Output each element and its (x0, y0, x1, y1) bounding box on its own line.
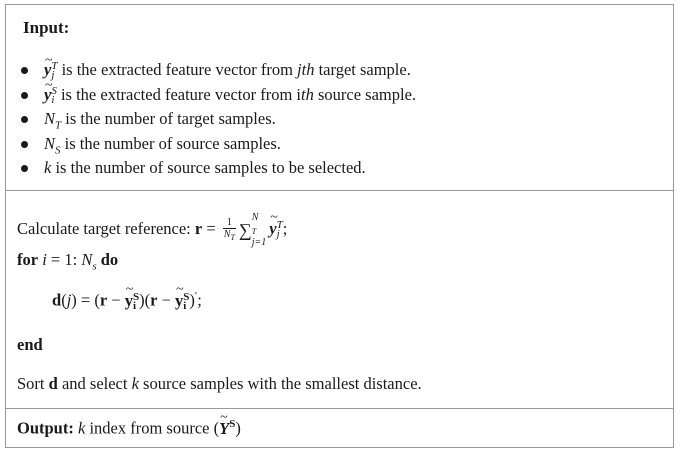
sum-upper (252, 212, 267, 237)
eq-open: = ( (76, 290, 100, 310)
subscript: i (51, 93, 55, 106)
item-tail: source sample. (313, 84, 417, 104)
superscript: S (229, 418, 236, 430)
vector-d: d (48, 374, 58, 393)
item-text: is the number of source samples. (60, 133, 281, 153)
math-symbol: ~ y (44, 58, 51, 82)
paren-close: ) (235, 418, 241, 438)
item-text: is the extracted feature vector from i (56, 84, 302, 104)
vector-r: r (150, 290, 158, 310)
subscript: S (55, 143, 61, 156)
sum-sign: ∑ (238, 219, 252, 240)
math-symbol: N (44, 109, 56, 128)
superscript: T (51, 60, 58, 73)
math-symbol: ~ y (269, 219, 276, 239)
input-section (6, 5, 673, 191)
minus: − (107, 290, 125, 310)
paren-mid: )( (139, 290, 151, 310)
sum-lower: j=1 (251, 237, 267, 248)
sort-text: source samples with the smallest distance. (138, 374, 422, 393)
keyword-for: for (17, 250, 39, 269)
list-item (21, 58, 416, 83)
superscript: T (276, 219, 283, 231)
equals: = (202, 218, 220, 238)
superscript: S (51, 84, 57, 97)
item-emphasis: jth (297, 60, 315, 79)
bullet-icon (21, 165, 28, 172)
superscript: S (183, 290, 190, 303)
subscript: i (132, 299, 137, 312)
sort-text: Sort (17, 374, 49, 393)
semicolon: ; (197, 290, 202, 310)
subscript: j (51, 69, 55, 82)
output-line (17, 418, 241, 439)
semicolon: ; (282, 218, 288, 238)
bullet-icon (21, 92, 28, 99)
frac-numerator: 1 (223, 217, 236, 229)
sort-text: and select (57, 374, 132, 393)
frac-den-sub: T (230, 233, 235, 242)
sub-sup (183, 290, 190, 312)
minus: − (157, 290, 175, 310)
loop-range: = 1: (46, 250, 82, 269)
output-text: index from source ( (85, 418, 220, 438)
item-text: is the number of target samples. (61, 109, 276, 128)
subscript: T (55, 119, 62, 132)
output-heading: Output: (17, 418, 74, 438)
math-symbol: k (44, 158, 52, 177)
transpose-prime: ′ (194, 290, 198, 302)
bullet-icon (21, 116, 28, 123)
input-heading: Input: (23, 18, 70, 37)
input-list (21, 58, 416, 181)
subscript: i (183, 299, 187, 312)
list-item (21, 132, 416, 157)
list-item (21, 156, 416, 181)
math-symbol: ~ y (125, 291, 133, 311)
calc-label: Calculate target reference: (17, 218, 195, 238)
frac-denominator (223, 229, 236, 243)
superscript: S (132, 290, 140, 303)
index-j: j (66, 290, 72, 310)
sum-upper-sub: T (251, 227, 257, 236)
bullet-icon (21, 67, 28, 74)
item-text: is the extracted feature vector from (57, 60, 298, 79)
item-emphasis: th (301, 84, 314, 104)
list-item (21, 107, 416, 132)
vector-d: d (52, 290, 62, 310)
list-item (21, 83, 416, 108)
math-symbol: N (44, 133, 56, 153)
item-tail: target sample. (314, 60, 411, 79)
bullet-icon (21, 141, 28, 148)
vector-r: r (194, 218, 203, 238)
k-symbol: k (77, 418, 86, 438)
subscript: j (276, 228, 280, 240)
sort-line (17, 374, 422, 394)
loop-var: i (42, 250, 47, 269)
for-line (17, 250, 118, 272)
keyword-end: end (17, 335, 43, 354)
math-symbol: ~ y (44, 83, 51, 107)
vector-r: r (99, 290, 108, 310)
loop-bound-sub: s (92, 260, 97, 273)
loop-bound: N (81, 250, 93, 269)
calc-line (17, 212, 287, 248)
math-symbol: ~ Y (219, 419, 229, 439)
distance-line: d(j) = (r − ~ y S i )(r − ~ y S i )′; (52, 290, 202, 311)
item-text: is the number of source samples to be selected. (51, 158, 366, 177)
math-symbol: ~ y (175, 291, 183, 311)
sum-limits (252, 212, 267, 248)
fraction (223, 217, 236, 243)
keyword-do: do (100, 250, 119, 269)
k-symbol: k (131, 374, 139, 393)
frac-den-symbol: N (223, 229, 231, 240)
sum-upper-symbol: N (251, 212, 259, 223)
